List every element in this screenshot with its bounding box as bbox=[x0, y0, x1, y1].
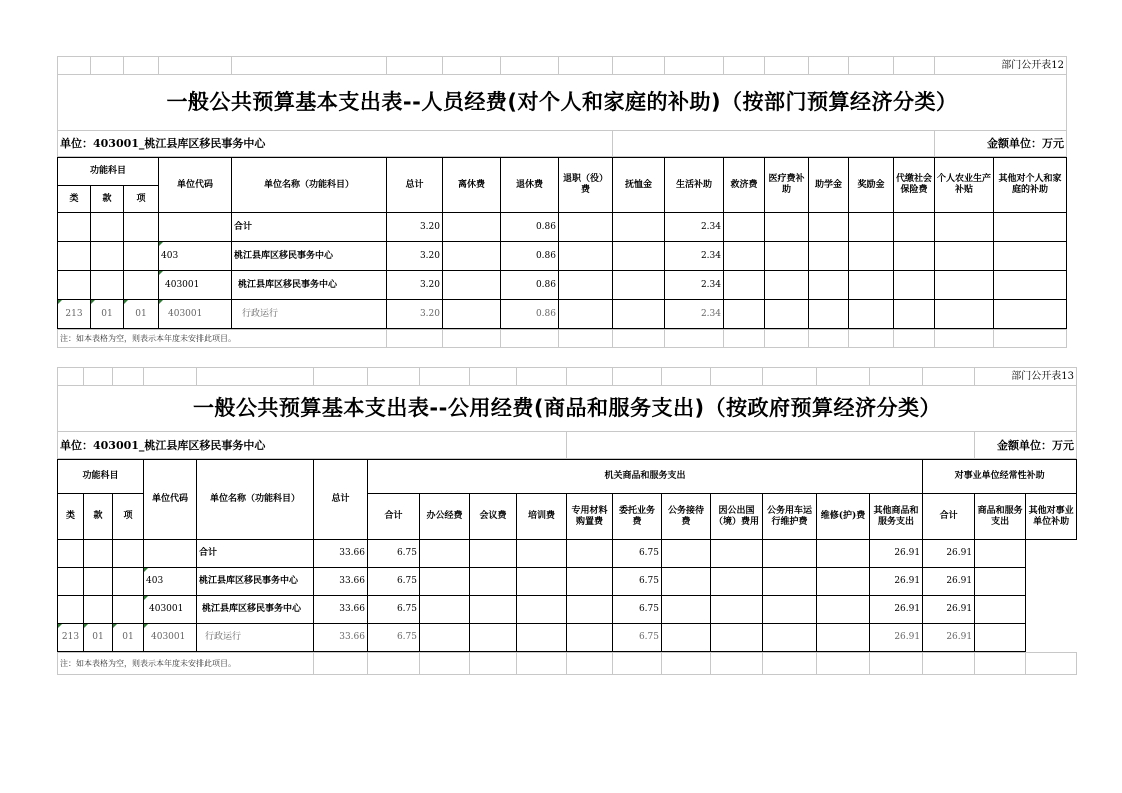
row-xiang: 01 bbox=[124, 300, 159, 329]
header-fuxu: 抚恤金 bbox=[613, 158, 665, 213]
row-total: 33.66 bbox=[314, 540, 368, 568]
table-row bbox=[58, 213, 1067, 242]
header-lei: 类 bbox=[58, 494, 84, 540]
row-xiang: 01 bbox=[113, 624, 144, 652]
header-kuan: 款 bbox=[91, 186, 124, 213]
header-bangong: 办公经费 bbox=[420, 494, 470, 540]
row-tuixiu: 0.86 bbox=[501, 300, 559, 329]
header-func-subject: 功能科目 bbox=[58, 158, 159, 186]
header-jiedai: 公务接待费 bbox=[662, 494, 711, 540]
table-13-note bbox=[57, 652, 1077, 675]
header-tuizhi: 退职（役）费 bbox=[559, 158, 613, 213]
header-unit-name: 单位名称（功能科目） bbox=[232, 158, 387, 213]
table-13-header bbox=[57, 459, 1077, 652]
row-b-total: 26.91 bbox=[870, 540, 923, 568]
table-row bbox=[58, 624, 1077, 652]
header-qita: 其他对个人和家庭的补助 bbox=[994, 158, 1067, 213]
row-lei: 213 bbox=[58, 624, 84, 652]
header-chuguo: 因公出国（境）费用 bbox=[711, 494, 763, 540]
row-shenghuo: 2.34 bbox=[665, 213, 724, 242]
table-row bbox=[58, 568, 1077, 596]
row-total: 33.66 bbox=[314, 596, 368, 624]
header-unit-name: 单位名称（功能科目） bbox=[197, 460, 314, 540]
header-xiang: 项 bbox=[124, 186, 159, 213]
row-total: 3.20 bbox=[387, 271, 443, 300]
table-tag: 部门公开表13 bbox=[975, 368, 1077, 386]
header-a-total: 合计 bbox=[368, 494, 420, 540]
row-b-total: 26.91 bbox=[870, 568, 923, 596]
row-kuan: 01 bbox=[91, 300, 124, 329]
header-xiang: 项 bbox=[113, 494, 144, 540]
table-title: 一般公共预算基本支出表--人员经费(对个人和家庭的补助)（按部门预算经济分类） bbox=[58, 75, 1067, 131]
row-total: 3.20 bbox=[387, 213, 443, 242]
row-b-goods: 26.91 bbox=[923, 624, 975, 652]
row-shenghuo: 2.34 bbox=[665, 242, 724, 271]
row-jiedai: 6.75 bbox=[613, 540, 662, 568]
row-jiedai: 6.75 bbox=[613, 624, 662, 652]
money-unit: 金额单位：万元 bbox=[935, 131, 1067, 157]
row-total: 33.66 bbox=[314, 624, 368, 652]
row-tuixiu: 0.86 bbox=[501, 271, 559, 300]
header-tuixiu: 退休费 bbox=[501, 158, 559, 213]
row-kuan: 01 bbox=[84, 624, 113, 652]
row-code: 403001 bbox=[159, 300, 232, 329]
table-12-header bbox=[57, 157, 1067, 329]
table-13-sheet bbox=[57, 367, 1075, 675]
row-code: 403001 bbox=[159, 271, 232, 300]
header-b-total: 合计 bbox=[923, 494, 975, 540]
row-jiedai: 6.75 bbox=[613, 596, 662, 624]
row-jiedai: 6.75 bbox=[613, 568, 662, 596]
money-unit: 金额单位：万元 bbox=[975, 432, 1077, 459]
header-jiuji: 救济费 bbox=[724, 158, 765, 213]
row-shenghuo: 2.34 bbox=[665, 271, 724, 300]
header-yongche: 公务用车运行维护费 bbox=[763, 494, 817, 540]
note: 注：如本表格为空，则表示本年度未安排此项目。 bbox=[58, 653, 314, 675]
header-huiyi: 会议费 bbox=[470, 494, 517, 540]
table-13 bbox=[57, 367, 1077, 459]
row-total: 3.20 bbox=[387, 242, 443, 271]
row-lei: 213 bbox=[58, 300, 91, 329]
row-a-total: 6.75 bbox=[368, 540, 420, 568]
header-shenghuo: 生活补助 bbox=[665, 158, 724, 213]
table-row bbox=[58, 596, 1077, 624]
table-tag: 部门公开表12 bbox=[935, 57, 1067, 75]
table-title: 一般公共预算基本支出表--公用经费(商品和服务支出)（按政府预算经济分类） bbox=[58, 386, 1077, 432]
row-code: 403001 bbox=[144, 596, 197, 624]
header-func-subject: 功能科目 bbox=[58, 460, 144, 494]
header-jiangli: 奖励金 bbox=[849, 158, 894, 213]
table-row bbox=[58, 540, 1077, 568]
header-weituo: 委托业务费 bbox=[613, 494, 662, 540]
header-yiliao: 医疗费补助 bbox=[765, 158, 809, 213]
row-name: 桃江县库区移民事务中心 bbox=[232, 242, 387, 271]
row-code: 403 bbox=[159, 242, 232, 271]
row-b-total: 26.91 bbox=[870, 596, 923, 624]
row-name: 行政运行 bbox=[232, 300, 387, 329]
header-b-goods: 商品和服务支出 bbox=[975, 494, 1026, 540]
header-peixun: 培训费 bbox=[517, 494, 567, 540]
table-row bbox=[58, 271, 1067, 300]
row-name: 桃江县库区移民事务中心 bbox=[197, 596, 314, 624]
row-a-total: 6.75 bbox=[368, 568, 420, 596]
row-total: 3.20 bbox=[387, 300, 443, 329]
row-b-goods: 26.91 bbox=[923, 540, 975, 568]
unit-label: 单位：403001_桃江县库区移民事务中心 bbox=[58, 131, 613, 157]
row-code: 403001 bbox=[144, 624, 197, 652]
header-weixiu: 维修(护)费 bbox=[817, 494, 870, 540]
header-group-a: 机关商品和服务支出 bbox=[368, 460, 923, 494]
row-tuixiu: 0.86 bbox=[501, 213, 559, 242]
row-b-goods: 26.91 bbox=[923, 568, 975, 596]
header-qita-a: 其他商品和服务支出 bbox=[870, 494, 923, 540]
note: 注：如本表格为空，则表示本年度未安排此项目。 bbox=[58, 330, 387, 348]
row-name: 桃江县库区移民事务中心 bbox=[232, 271, 387, 300]
row-b-total: 26.91 bbox=[870, 624, 923, 652]
unit-label: 单位：403001_桃江县库区移民事务中心 bbox=[58, 432, 567, 459]
header-unit-code: 单位代码 bbox=[159, 158, 232, 213]
row-name: 合计 bbox=[232, 213, 387, 242]
row-a-total: 6.75 bbox=[368, 624, 420, 652]
header-lixiu: 离休费 bbox=[443, 158, 501, 213]
header-total: 总计 bbox=[314, 460, 368, 540]
table-row bbox=[58, 300, 1067, 329]
table-row bbox=[58, 242, 1067, 271]
row-code: 403 bbox=[144, 568, 197, 596]
header-b-other: 其他对事业单位补助 bbox=[1026, 494, 1077, 540]
header-zhuxue: 助学金 bbox=[809, 158, 849, 213]
row-name: 合计 bbox=[197, 540, 314, 568]
header-total: 总计 bbox=[387, 158, 443, 213]
row-tuixiu: 0.86 bbox=[501, 242, 559, 271]
header-unit-code: 单位代码 bbox=[144, 460, 197, 540]
header-lei: 类 bbox=[58, 186, 91, 213]
table-12-sheet bbox=[57, 56, 1066, 348]
row-shenghuo: 2.34 bbox=[665, 300, 724, 329]
table-12-note bbox=[57, 329, 1067, 348]
header-group-b: 对事业单位经常性补助 bbox=[923, 460, 1077, 494]
row-b-goods: 26.91 bbox=[923, 596, 975, 624]
header-zhuanyong: 专用材料购置费 bbox=[567, 494, 613, 540]
row-name: 桃江县库区移民事务中心 bbox=[197, 568, 314, 596]
row-total: 33.66 bbox=[314, 568, 368, 596]
header-kuan: 款 bbox=[84, 494, 113, 540]
row-a-total: 6.75 bbox=[368, 596, 420, 624]
row-name: 行政运行 bbox=[197, 624, 314, 652]
table-12 bbox=[57, 56, 1067, 157]
header-daijiao: 代缴社会保险费 bbox=[894, 158, 935, 213]
header-nongye: 个人农业生产补贴 bbox=[935, 158, 994, 213]
